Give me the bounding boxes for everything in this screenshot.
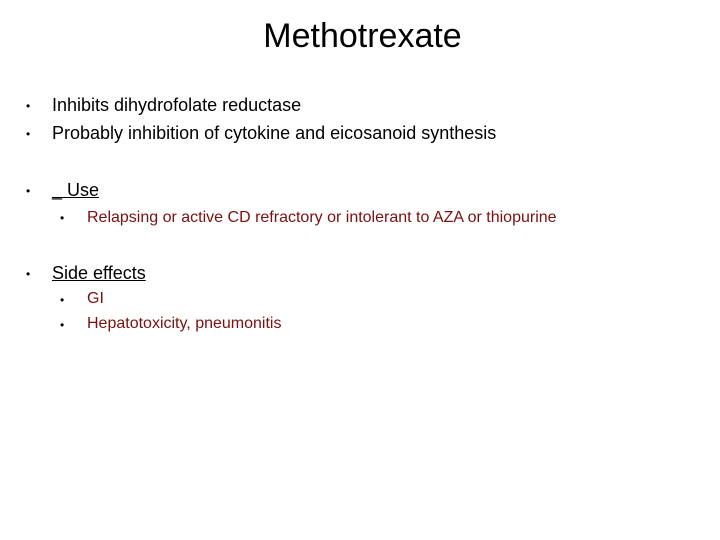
side-effects-heading: Side effects — [52, 263, 146, 283]
side-effect-item: Hepatotoxicity, pneumonitis — [87, 315, 282, 332]
bullet-icon: • — [26, 267, 31, 281]
bullet-icon: • — [60, 318, 65, 332]
use-item: Relapsing or active CD refractory or intolerant to AZA or thiopurine — [87, 209, 557, 226]
use-heading: _ Use — [52, 180, 100, 200]
bullet-icon: • — [26, 127, 31, 141]
bullet-icon: • — [26, 184, 31, 198]
mechanism-item: Probably inhibition of cytokine and eicosanoid synthesis — [52, 123, 497, 143]
bullet-icon: • — [60, 293, 65, 307]
side-effect-item: GI — [87, 290, 104, 307]
slide-title: Methotrexate — [263, 17, 462, 55]
bullet-icon: • — [26, 99, 31, 113]
mechanism-item: Inhibits dihydrofolate reductase — [52, 95, 302, 115]
bullet-icon: • — [60, 211, 65, 225]
